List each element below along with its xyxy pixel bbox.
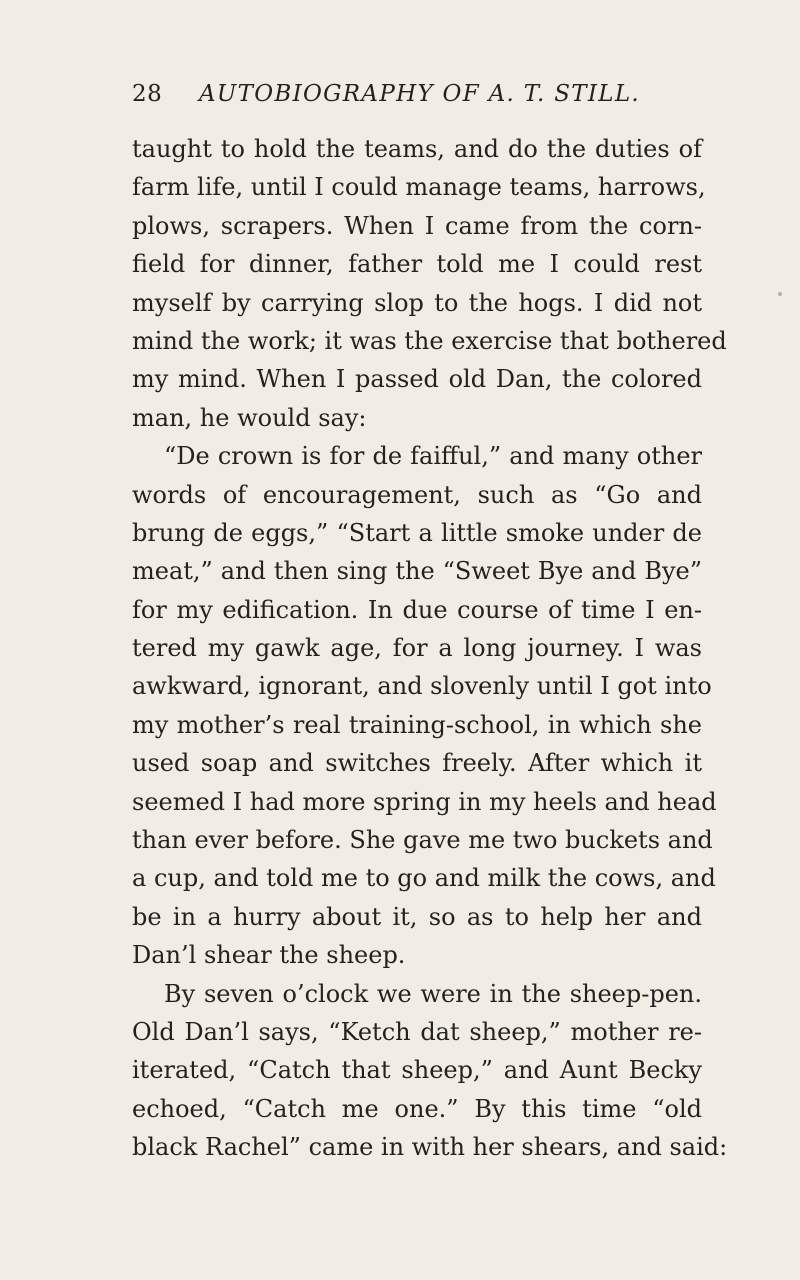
text-line: mind the work; it was the exercise that bothered [132,326,727,355]
text-line: for my edification. In due course of time I en- [132,595,702,624]
text-line: taught to hold the teams, and do the duties of [132,135,702,163]
text-line: tered my gawk age, for a long journey. I was [132,634,702,663]
text-line: iterated, “Catch that sheep,” and Aunt Becky [132,1056,702,1085]
text-line: be in a hurry about it, so as to help her and [132,902,702,931]
text-line: echoed, “Catch me one.” By this time “old [132,1094,702,1123]
paper-speck [778,292,782,296]
body-text [132,130,728,1167]
text-line: field for dinner, father told me I could rest [132,250,702,279]
text-line: my mother’s real training-school, in which she [132,710,702,739]
page-header [132,77,692,111]
text-line: used soap and switches freely. After which it [132,749,702,778]
text-line: a cup, and told me to go and milk the cows, and [132,864,716,893]
text-line: myself by carrying slop to the hogs. I did not [132,288,702,317]
text-line: By seven o’clock we were in the sheep-pen. [164,979,702,1008]
text-line: meat,” and then sing the “Sweet Bye and Bye” [132,557,702,586]
text-line: black Rachel” came in with her shears, and said: [132,1133,728,1162]
text-line: brung de eggs,” “Start a little smoke under de [132,518,702,547]
text-line: Dan’l shear the sheep. [132,941,406,970]
text-line: seemed I had more spring in my heels and head [132,787,717,816]
text-line: than ever before. She gave me two buckets and [132,826,713,855]
running-head: AUTOBIOGRAPHY OF A. T. STILL. [199,81,641,107]
text-line: words of encouragement, such as “Go and [132,480,702,509]
text-line: Old Dan’l says, “Ketch dat sheep,” mother re- [132,1017,702,1046]
text-line: my mind. When I passed old Dan, the colored [132,365,702,394]
text-line: farm life, until I could manage teams, harrows, [132,173,706,202]
text-line: plows, scrapers. When I came from the corn- [132,211,702,240]
text-line: “De crown is for de faifful,” and many other [164,442,702,471]
page-number: 28 [132,81,163,107]
text-line: man, he would say: [132,403,367,432]
text-line: awkward, ignorant, and slovenly until I got into [132,672,712,701]
